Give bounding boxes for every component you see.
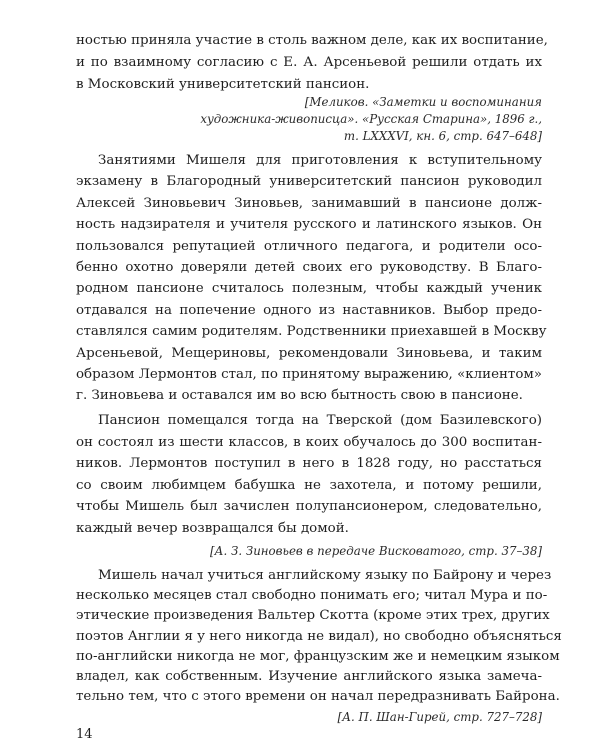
text-line: ность надзирателя и учителя русского и латинского языков. Он	[76, 217, 542, 233]
text-line: он состоял из шести классов, в коих обучалось до 300 воспитан-	[76, 434, 542, 450]
text-line: отдавался на попечение одного из наставников. Выбор предо-	[76, 302, 542, 318]
text-line: тельно тем, что с этого времени он начал передразнивать Байрона.	[76, 689, 560, 705]
text-line: образом Лермонтов стал, по принятому выражению, «клиентом»	[76, 367, 542, 383]
citation-zinoviev	[210, 542, 542, 560]
paragraph-zinoviev-tutor	[76, 150, 547, 407]
text-line: Мишель начал учиться английскому языку по Байрону и через	[98, 568, 552, 583]
text-line: поэтов Англии я у него никогда не видал), но свободно объясняться	[76, 628, 562, 644]
text-line: ников. Лермонтов поступил в него в 1828 году, но расстаться	[76, 456, 542, 472]
text-line: г. Зиновьева и оставался им во всю бытность свою в пансионе.	[76, 388, 523, 404]
citation-line: [А. З. Зиновьев в передаче Висковатого, стр. 37–38]	[209, 544, 542, 558]
text-line: этические произведения Вальтер Скотта (кроме этих трех, других	[76, 608, 550, 624]
text-line: чтобы Мишель был зачислен полупансионером, следовательно,	[76, 499, 542, 515]
text-line: владел, как собственным. Изучение английского языка замеча-	[76, 669, 542, 685]
intro-paragraph	[76, 30, 548, 96]
text-line: экзамену в Благородный университетский пансион руководил	[76, 174, 542, 190]
text-line: и по взаимному согласию с Е. А. Арсеньевой решили отдать их	[76, 55, 542, 70]
paragraph-byron	[76, 566, 562, 707]
text-line: родном пансионе считалось полезным, чтобы каждый ученик	[76, 281, 542, 297]
text-line: Занятиями Мишеля для приготовления к вступительному	[98, 153, 542, 168]
text-line: пользовался репутацией отличного педагога, и родители осо-	[76, 238, 542, 254]
citation-line: т. LXXXVI, кн. 6, стр. 647–648]	[343, 129, 542, 143]
text-line: по-английски никогда не мог, французским же и немецким языком	[76, 648, 560, 664]
text-line: ностью приняла участие в столь важном деле, как их воспитание,	[76, 33, 548, 48]
text-line: Алексей Зиновьевич Зиновьев, занимавший в пансионе долж-	[76, 195, 542, 211]
citation-line: художника-живописца». «Русская Старина», 1896 г.,	[200, 112, 542, 126]
citation-melikov	[200, 94, 542, 145]
text-line: Арсеньевой, Мещериновы, рекомендовали Зиновьева, и таким	[76, 345, 542, 361]
text-line: ставлялся самим родителям. Родственники приехавшей в Москву	[76, 324, 547, 340]
paragraph-pansion	[76, 410, 542, 540]
text-line: со своим любимцем бабушка не захотела, и потому решили,	[76, 477, 542, 493]
text-line: каждый вечер возвращался бы домой.	[76, 520, 349, 536]
text-line: Пансион помещался тогда на Тверской (дом Базилевского)	[98, 413, 542, 428]
text-line: бенно охотно доверяли детей своих его руководству. В Благо-	[76, 260, 542, 276]
page-number: 14	[76, 727, 93, 742]
citation-shan-girey	[338, 708, 543, 726]
text-line: несколько месяцев стал свободно понимать его; читал Мура и по-	[76, 588, 548, 604]
citation-line: [А. П. Шан-Гирей, стр. 727–728]	[337, 710, 542, 724]
text-line: в Московский университетский пансион.	[76, 77, 370, 92]
citation-line: [Меликов. «Заметки и воспоминания	[304, 95, 542, 109]
